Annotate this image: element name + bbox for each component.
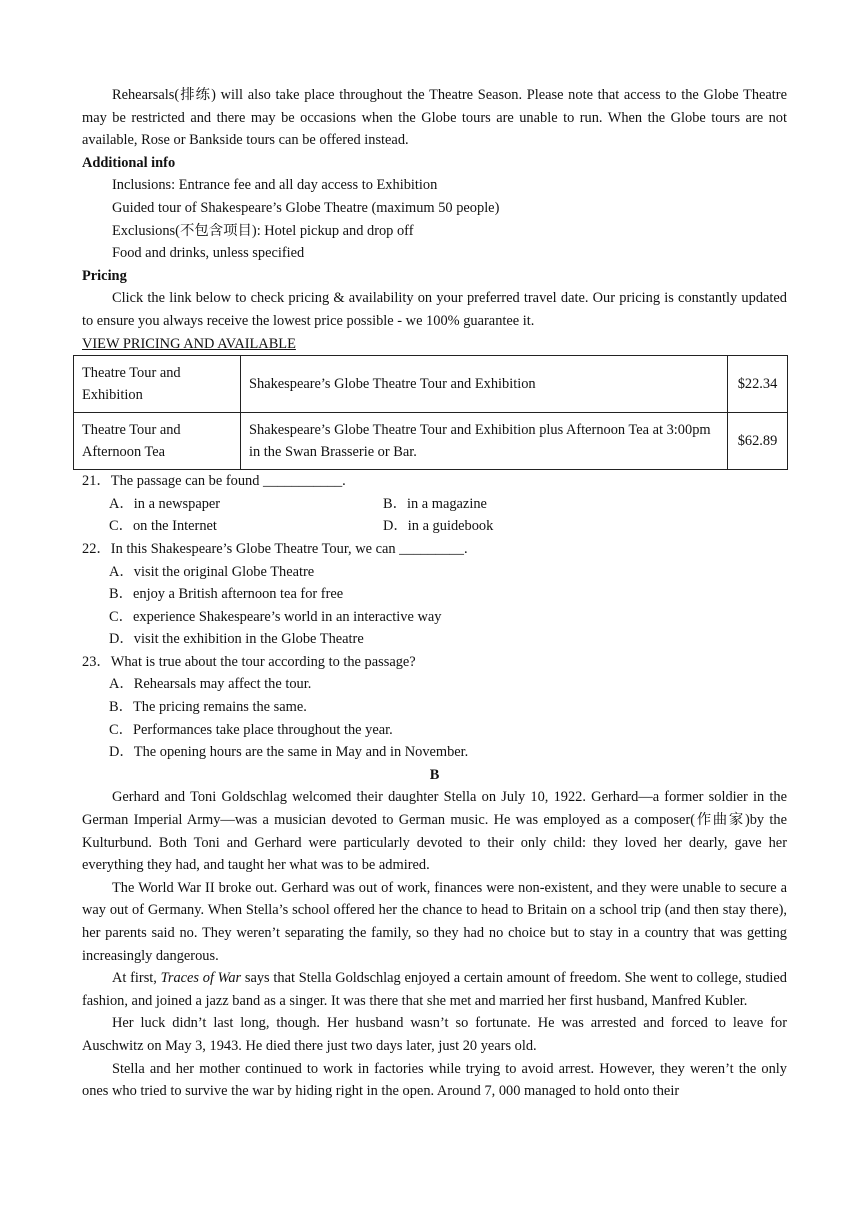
question-21-options-row-1: [82, 493, 787, 516]
option-c[interactable]: C．on the Internet: [109, 518, 217, 535]
tour-description-cell: Shakespeare’s Globe Theatre Tour and Exhibition: [241, 356, 728, 413]
tour-price-cell: $22.34: [728, 356, 788, 413]
guided-tour-line: Guided tour of Shakespeare’s Globe Theatre (maximum 50 people): [112, 199, 500, 216]
pricing-heading: Pricing: [82, 267, 127, 284]
paragraph-3-intro: At first,: [112, 970, 161, 987]
exclusions-line: Exclusions(不包含项目): Hotel pickup and drop off: [112, 222, 414, 239]
option-b[interactable]: B．in a magazine: [383, 495, 487, 512]
option-a[interactable]: A．visit the original Globe Theatre: [109, 563, 315, 580]
paragraph-3-body: says that Stella Goldschlag enjoyed a certain amount of freedom. She went to college, studied fashion, and joined a jazz band as a singer. It was there that she met and married her first husband, Manfred Kubler.: [82, 970, 787, 1009]
passage-b-paragraph-2: The World War II broke out. Gerhard was out of work, finances were non-existent, and they were unable to secure a way out of Germany. When Stella’s school offered her the chance to head to Britain on a school trip (and then stay there), her parents said no. They weren’t separating the family, so they had no choice but to stay in a country that was getting increasingly dangerous.: [82, 879, 787, 964]
option-c[interactable]: C．experience Shakespeare’s world in an interactive way: [109, 608, 442, 625]
option-a[interactable]: A．Rehearsals may affect the tour.: [109, 676, 312, 693]
tour-description-cell: Shakespeare’s Globe Theatre Tour and Exhibition plus Afternoon Tea at 3:00pm in the Swan Brasserie or Bar.: [241, 413, 728, 470]
rehearsals-paragraph: Rehearsals(排练) will also take place throughout the Theatre Season. Please note that access to the Globe Theatre may be restricted and there may be occasions when the Globe tours are unable to run. When the Globe tours are not available, Rose or Bankside tours can be offered instead.: [82, 87, 787, 149]
passage-b-paragraph-5: Stella and her mother continued to work in factories while trying to avoid arrest. However, they weren’t the only ones who tried to survive the war by hiding right in the open. Around 7, 000 managed to hold onto their: [82, 1060, 787, 1100]
option-b[interactable]: B．The pricing remains the same.: [109, 699, 307, 716]
question-21-stem: 21．The passage can be found ___________.: [82, 473, 346, 490]
inclusions-line: Inclusions: Entrance fee and all day access to Exhibition: [112, 177, 438, 194]
tour-name-cell: Theatre Tour and Afternoon Tea: [74, 413, 241, 470]
document-page: [82, 84, 787, 1103]
passage-b-paragraph-1: Gerhard and Toni Goldschlag welcomed their daughter Stella on July 10, 1922. Gerhard—a former soldier in the German Imperial Army—was a musician devoted to German music. He was employed as a composer(作曲家)by the Kulturbund. Both Toni and Gerhard were particularly devoted to their only child: they loved her dearly, gave her everything they had, and taught her what was to be admired.: [82, 789, 787, 874]
food-drinks-line: Food and drinks, unless specified: [112, 245, 305, 262]
pricing-paragraph: Click the link below to check pricing & availability on your preferred travel date. Our pricing is constantly updated to ensure you always receive the lowest price possible - we 100% guarantee it.: [82, 290, 787, 329]
additional-info-heading: Additional info: [82, 154, 176, 171]
question-21-options-row-2: [82, 515, 787, 538]
pricing-table: [73, 355, 788, 470]
option-a[interactable]: A．in a newspaper: [109, 495, 221, 512]
tour-name-cell: Theatre Tour and Exhibition: [74, 356, 241, 413]
option-c[interactable]: C．Performances take place throughout the year.: [109, 721, 393, 738]
option-d[interactable]: D．in a guidebook: [383, 518, 494, 535]
question-22-stem: 22．In this Shakespeare’s Globe Theatre Tour, we can _________.: [82, 540, 468, 557]
table-row: [74, 356, 788, 413]
view-pricing-link[interactable]: VIEW PRICING AND AVAILABLE: [82, 335, 296, 352]
passage-b-paragraph-4: Her luck didn’t last long, though. Her husband wasn’t so fortunate. He was arrested and forced to leave for Auschwitz on May 3, 1943. He died there just two days later, just 20 years old.: [82, 1015, 787, 1054]
book-title: Traces of War: [160, 970, 242, 987]
table-row: [74, 413, 788, 470]
option-d[interactable]: D．The opening hours are the same in May and in November.: [109, 744, 469, 761]
option-d[interactable]: D．visit the exhibition in the Globe Theatre: [109, 631, 364, 648]
tour-price-cell: $62.89: [728, 413, 788, 470]
passage-b-paragraph-3: [82, 967, 787, 1012]
option-b[interactable]: B．enjoy a British afternoon tea for free: [109, 586, 344, 603]
section-b-label: B: [429, 766, 440, 783]
question-23-stem: 23．What is true about the tour according to the passage?: [82, 653, 416, 670]
